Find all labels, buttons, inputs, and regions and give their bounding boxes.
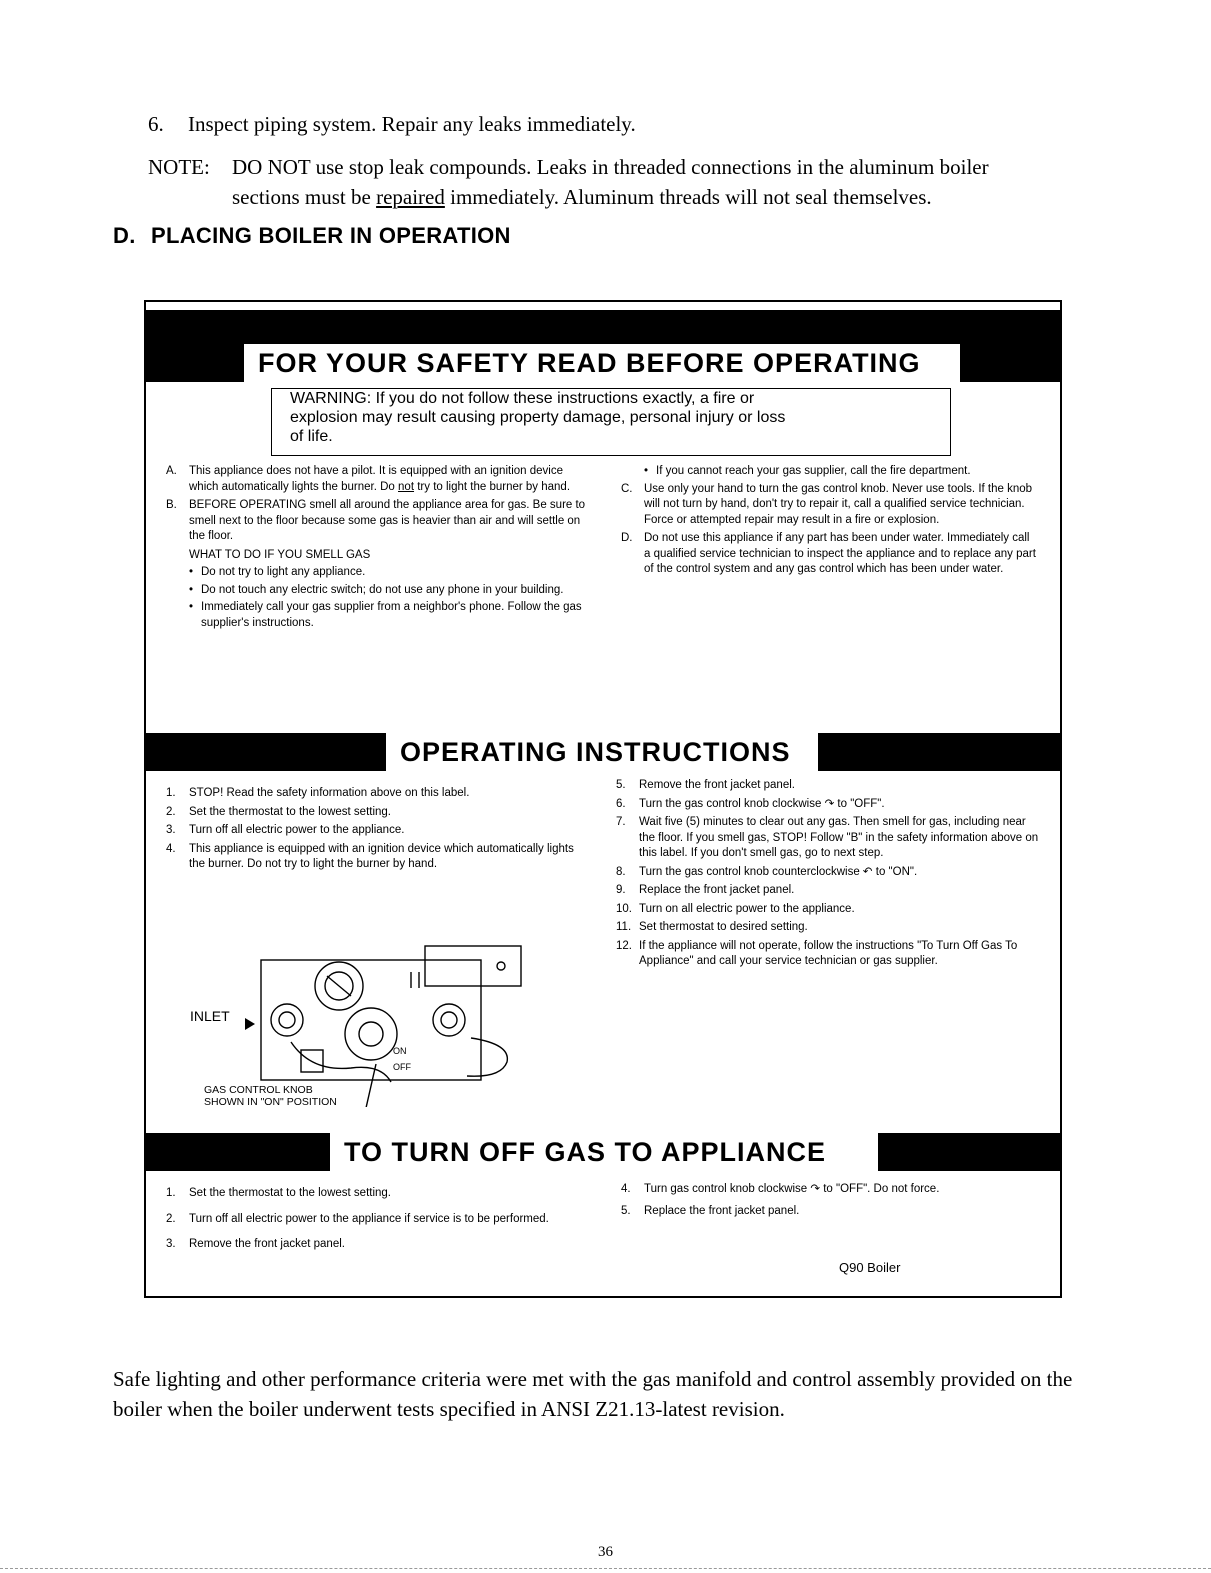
- knob-caption-line-1: GAS CONTROL KNOB: [204, 1084, 313, 1096]
- valve-port-top: [425, 946, 521, 986]
- note-line-2b: immediately. Aluminum threads will not seal themselves.: [444, 185, 932, 209]
- op-step-4: 4. This appliance is equipped with an ignition device which automatically lights the burner. Do not try to light the burner by hand.: [166, 842, 574, 870]
- section-letter: D.: [113, 223, 136, 248]
- op-step-1: 1. STOP! Read the safety information above on this label.: [166, 787, 470, 799]
- inlet-arrow-icon: [245, 1018, 255, 1030]
- boiler-model-label: Q90 Boiler: [839, 1260, 901, 1275]
- safe-lighting-paragraph: Safe lighting and other performance criteria were met with the gas manifold and control assembly provided on the boiler when the boiler underwent tests specified in ANSI Z21.13-latest revision.: [113, 1367, 1073, 1421]
- operating-title: OPERATING INSTRUCTIONS: [400, 737, 791, 767]
- smell-gas-bullet-1: • Do not try to light any appliance.: [189, 566, 366, 578]
- step-text: Inspect piping system. Repair any leaks immediately.: [188, 112, 636, 136]
- page-number: 36: [598, 1544, 613, 1560]
- outlet-fitting: [433, 1004, 465, 1036]
- knob-caption-line-2: SHOWN IN "ON" POSITION: [204, 1096, 337, 1108]
- note-paragraph: [148, 152, 1148, 212]
- safety-item-b: B. BEFORE OPERATING smell all around the appliance area for gas. Be sure to smell next to the floor because some gas is heavier than air and will settle on the floor.: [166, 499, 586, 542]
- off-step-5: 5. Replace the front jacket panel.: [621, 1204, 800, 1217]
- note-line-2a: sections must be: [232, 185, 377, 209]
- off-step-1: 1. Set the thermostat to the lowest setting.: [166, 1187, 391, 1199]
- smell-gas-heading: WHAT TO DO IF YOU SMELL GAS: [189, 548, 371, 561]
- inlet-fitting: [271, 1004, 303, 1036]
- knob-leader-line: [366, 1064, 376, 1107]
- inlet-label: INLET: [190, 1008, 230, 1024]
- op-step-8: 8. Turn the gas control knob counterclockwise ↶ to "ON".: [616, 865, 918, 878]
- operating-right-column: [616, 778, 1040, 973]
- safety-title: FOR YOUR SAFETY READ BEFORE OPERATING: [258, 348, 921, 378]
- valve-body: [261, 960, 481, 1080]
- warning-line-3: of life.: [290, 428, 333, 445]
- banner-block-right: [818, 733, 1060, 771]
- banner-block-right: [878, 1133, 1060, 1171]
- off-step-3: 3. Remove the front jacket panel.: [166, 1238, 345, 1250]
- note-line-1: DO NOT use stop leak compounds. Leaks in threaded connections in the aluminum boiler: [232, 155, 989, 179]
- warning-line-2: explosion may result causing property damage, personal injury or loss: [290, 409, 786, 426]
- op-step-9: 9. Replace the front jacket panel.: [616, 884, 795, 896]
- operating-left-column: [166, 786, 586, 876]
- section-heading: [113, 223, 511, 249]
- page-bottom-rule: [0, 1568, 1211, 1570]
- gas-valve-diagram: [171, 942, 611, 1107]
- op-step-6: 6. Turn the gas control knob clockwise ↷ to "OFF".: [616, 797, 885, 810]
- op-step-11: 11. Set thermostat to desired setting.: [616, 921, 808, 933]
- op-step-7: 7. Wait five (5) minutes to clear out any gas. Then smell for gas, including near the floor. If you smell gas, STOP! Follow "B" in the safety information above on this label. If you don't smell gas, go to next step.: [616, 816, 1039, 859]
- smell-gas-bullet-3: • Immediately call your gas supplier from a neighbor's phone. Follow the gas supplier's instructions.: [189, 601, 582, 629]
- step-number: 6.: [148, 112, 164, 136]
- section-title: PLACING BOILER IN OPERATION: [151, 223, 511, 248]
- banner-block-right: [960, 344, 1060, 382]
- op-step-5: 5. Remove the front jacket panel.: [616, 779, 795, 791]
- op-step-10: 10. Turn on all electric power to the appliance.: [616, 902, 855, 915]
- safety-banner: [146, 344, 1060, 382]
- warning-line-1: WARNING: If you do not follow these instructions exactly, a fire or: [290, 390, 755, 407]
- turnoff-left-column: [166, 1186, 596, 1256]
- step-6: [148, 112, 636, 137]
- turnoff-banner: [146, 1133, 1060, 1171]
- knob-off-label: OFF: [393, 1062, 411, 1072]
- safety-right-column: [621, 464, 1039, 581]
- operating-banner: [146, 733, 1060, 771]
- top-black-bar: [146, 310, 1060, 344]
- turnoff-title: TO TURN OFF GAS TO APPLIANCE: [344, 1137, 827, 1167]
- smell-gas-bullet-4: • If you cannot reach your gas supplier, call the fire department.: [644, 465, 971, 477]
- safety-item-c: C. Use only your hand to turn the gas control knob. Never use tools. If the knob will not turn by hand, don't try to repair it, call a qualified service technician. Force or attempted repair may result in a fire or explosion.: [621, 482, 1033, 526]
- op-step-3: 3. Turn off all electric power to the appliance.: [166, 824, 405, 836]
- banner-block-left: [146, 733, 386, 771]
- warning-box: [271, 388, 951, 456]
- turnoff-right-column: [621, 1182, 1039, 1222]
- off-step-2: 2. Turn off all electric power to the appliance if service is to be performed.: [166, 1212, 549, 1225]
- knob-caption: [204, 1084, 337, 1108]
- note-line-2-underlined: repaired: [376, 185, 445, 209]
- banner-block-left: [146, 1133, 330, 1171]
- safety-item-a: A. This appliance does not have a pilot. It is equipped with an ignition device which automatically lights the burner. Do not try to light the burner by hand.: [166, 465, 571, 493]
- safety-label-box: [144, 300, 1062, 1298]
- knob-on-label: ON: [393, 1046, 407, 1056]
- smell-gas-bullet-2: • Do not touch any electric switch; do not use any phone in your building.: [189, 583, 564, 596]
- banner-block-left: [146, 344, 244, 382]
- safety-left-column: [166, 464, 594, 633]
- note-label: NOTE:: [148, 155, 210, 179]
- op-step-12: 12. If the appliance will not operate, follow the instructions "To Turn Off Gas To Appliance" and call your service technician or gas supplier.: [616, 939, 1018, 967]
- gas-control-knob: [345, 1008, 397, 1060]
- off-step-4: 4. Turn gas control knob clockwise ↷ to "OFF". Do not force.: [621, 1183, 940, 1195]
- op-step-2: 2. Set the thermostat to the lowest setting.: [166, 805, 391, 818]
- safety-item-d: D. Do not use this appliance if any part has been under water. Immediately call a qualified service technician to inspect the appliance and to replace any part of the control system and any gas control which has been under water.: [621, 532, 1036, 575]
